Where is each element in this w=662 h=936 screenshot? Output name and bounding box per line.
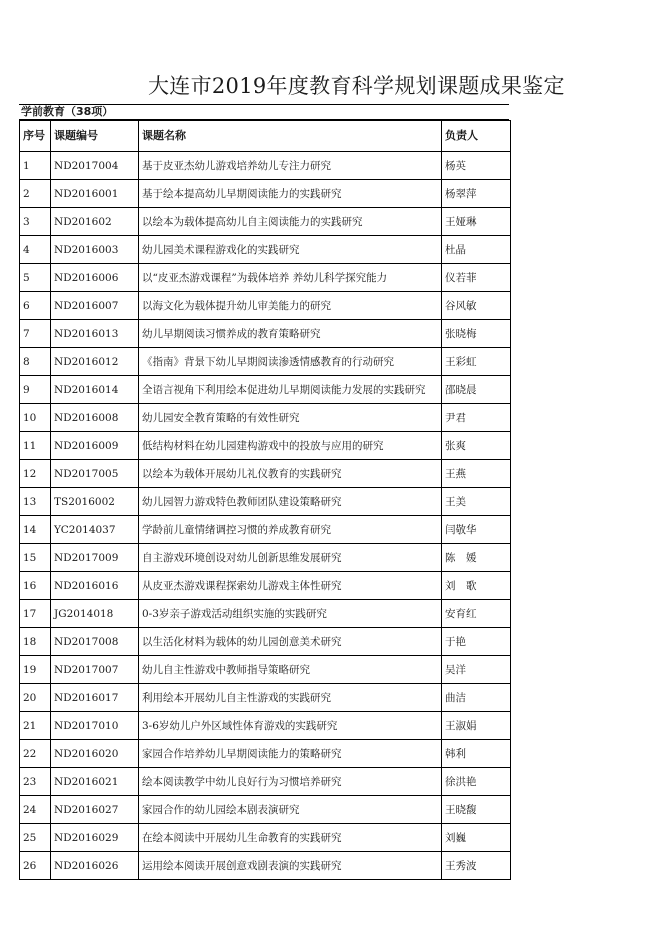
cell-index: 5 bbox=[20, 264, 51, 292]
cell-leader: 安育红 bbox=[442, 600, 511, 628]
cell-leader: 王美 bbox=[442, 488, 511, 516]
cell-leader: 韩利 bbox=[442, 740, 511, 768]
cell-index: 12 bbox=[20, 460, 51, 488]
table-row bbox=[20, 180, 511, 208]
cell-index: 17 bbox=[20, 600, 51, 628]
cell-code: ND2016014 bbox=[51, 376, 139, 404]
table-row bbox=[20, 712, 511, 740]
cell-index: 10 bbox=[20, 404, 51, 432]
cell-code: TS2016002 bbox=[51, 488, 139, 516]
results-table bbox=[19, 120, 511, 880]
cell-code: ND2016006 bbox=[51, 264, 139, 292]
cell-leader: 陈 媛 bbox=[442, 544, 511, 572]
cell-topic: 学龄前儿童情绪调控习惯的养成教育研究 bbox=[139, 516, 442, 544]
cell-index: 14 bbox=[20, 516, 51, 544]
cell-index: 21 bbox=[20, 712, 51, 740]
cell-leader: 张晓梅 bbox=[442, 320, 511, 348]
table-row bbox=[20, 488, 511, 516]
cell-topic: 低结构材料在幼儿园建构游戏中的投放与应用的研究 bbox=[139, 432, 442, 460]
cell-code: ND2017010 bbox=[51, 712, 139, 740]
table-row bbox=[20, 460, 511, 488]
table-row bbox=[20, 404, 511, 432]
cell-code: ND2017009 bbox=[51, 544, 139, 572]
cell-topic: 基于皮亚杰幼儿游戏培养幼儿专注力研究 bbox=[139, 152, 442, 180]
cell-leader: 邵晓晨 bbox=[442, 376, 511, 404]
cell-code: ND2016017 bbox=[51, 684, 139, 712]
cell-index: 4 bbox=[20, 236, 51, 264]
table-row bbox=[20, 292, 511, 320]
header-index: 序号 bbox=[20, 121, 51, 152]
cell-leader: 于艳 bbox=[442, 628, 511, 656]
cell-code: JG2014018 bbox=[51, 600, 139, 628]
cell-topic: 以“皮亚杰游戏课程”为载体培养 养幼儿科学探究能力 bbox=[139, 264, 442, 292]
cell-leader: 尹君 bbox=[442, 404, 511, 432]
cell-leader: 仪若菲 bbox=[442, 264, 511, 292]
cell-index: 11 bbox=[20, 432, 51, 460]
cell-index: 25 bbox=[20, 824, 51, 852]
table-row bbox=[20, 348, 511, 376]
cell-topic: 0-3岁亲子游戏活动组织实施的实践研究 bbox=[139, 600, 442, 628]
cell-index: 23 bbox=[20, 768, 51, 796]
cell-topic: 3-6岁幼儿户外区域性体育游戏的实践研究 bbox=[139, 712, 442, 740]
cell-topic: 从皮亚杰游戏课程探索幼儿游戏主体性研究 bbox=[139, 572, 442, 600]
cell-index: 1 bbox=[20, 152, 51, 180]
cell-leader: 王晓馥 bbox=[442, 796, 511, 824]
cell-topic: 家园合作培养幼儿早期阅读能力的策略研究 bbox=[139, 740, 442, 768]
table-row bbox=[20, 684, 511, 712]
cell-leader: 杨翠萍 bbox=[442, 180, 511, 208]
cell-leader: 闫敬华 bbox=[442, 516, 511, 544]
table-row bbox=[20, 264, 511, 292]
cell-code: ND2016027 bbox=[51, 796, 139, 824]
cell-code: ND2017005 bbox=[51, 460, 139, 488]
cell-index: 3 bbox=[20, 208, 51, 236]
cell-topic: 家园合作的幼儿园绘本剧表演研究 bbox=[139, 796, 442, 824]
table-row bbox=[20, 320, 511, 348]
cell-index: 2 bbox=[20, 180, 51, 208]
cell-leader: 刘 歌 bbox=[442, 572, 511, 600]
table-row bbox=[20, 796, 511, 824]
results-sheet bbox=[19, 104, 509, 880]
cell-topic: 全语言视角下利用绘本促进幼儿早期阅读能力发展的实践研究 bbox=[139, 376, 442, 404]
cell-code: ND2017008 bbox=[51, 628, 139, 656]
cell-topic: 自主游戏环境创设对幼儿创新思维发展研究 bbox=[139, 544, 442, 572]
cell-index: 8 bbox=[20, 348, 51, 376]
cell-topic: 幼儿园美术课程游戏化的实践研究 bbox=[139, 236, 442, 264]
cell-code: ND2016026 bbox=[51, 852, 139, 880]
cell-code: ND2016008 bbox=[51, 404, 139, 432]
cell-leader: 刘巍 bbox=[442, 824, 511, 852]
cell-leader: 杜晶 bbox=[442, 236, 511, 264]
cell-code: YC2014037 bbox=[51, 516, 139, 544]
cell-leader: 曲洁 bbox=[442, 684, 511, 712]
cell-topic: 绘本阅读教学中幼儿良好行为习惯培养研究 bbox=[139, 768, 442, 796]
cell-code: ND2016009 bbox=[51, 432, 139, 460]
cell-topic: 基于绘本提高幼儿早期阅读能力的实践研究 bbox=[139, 180, 442, 208]
cell-leader: 吴洋 bbox=[442, 656, 511, 684]
cell-index: 16 bbox=[20, 572, 51, 600]
cell-topic: 《指南》背景下幼儿早期阅读渗透情感教育的行动研究 bbox=[139, 348, 442, 376]
cell-index: 24 bbox=[20, 796, 51, 824]
table-row bbox=[20, 740, 511, 768]
cell-code: ND2016007 bbox=[51, 292, 139, 320]
cell-topic: 在绘本阅读中开展幼儿生命教育的实践研究 bbox=[139, 824, 442, 852]
cell-code: ND2016003 bbox=[51, 236, 139, 264]
cell-topic: 以海文化为载体提升幼儿审美能力的研究 bbox=[139, 292, 442, 320]
cell-topic: 运用绘本阅读开展创意戏剧表演的实践研究 bbox=[139, 852, 442, 880]
table-row bbox=[20, 236, 511, 264]
cell-index: 15 bbox=[20, 544, 51, 572]
cell-topic: 幼儿早期阅读习惯养成的教育策略研究 bbox=[139, 320, 442, 348]
table-row bbox=[20, 572, 511, 600]
cell-leader: 王彩虹 bbox=[442, 348, 511, 376]
section-heading: 学前教育（38项） bbox=[19, 104, 509, 120]
cell-topic: 幼儿园智力游戏特色教师团队建设策略研究 bbox=[139, 488, 442, 516]
cell-index: 26 bbox=[20, 852, 51, 880]
cell-code: ND2017004 bbox=[51, 152, 139, 180]
cell-index: 6 bbox=[20, 292, 51, 320]
cell-code: ND2016001 bbox=[51, 180, 139, 208]
header-code: 课题编号 bbox=[51, 121, 139, 152]
cell-index: 19 bbox=[20, 656, 51, 684]
table-row bbox=[20, 432, 511, 460]
cell-leader: 张爽 bbox=[442, 432, 511, 460]
cell-code: ND2016029 bbox=[51, 824, 139, 852]
cell-code: ND2016013 bbox=[51, 320, 139, 348]
cell-leader: 王燕 bbox=[442, 460, 511, 488]
header-topic: 课题名称 bbox=[139, 121, 442, 152]
cell-leader: 王淑娟 bbox=[442, 712, 511, 740]
cell-code: ND2016021 bbox=[51, 768, 139, 796]
table-row bbox=[20, 824, 511, 852]
cell-leader: 王娅琳 bbox=[442, 208, 511, 236]
cell-code: ND2016020 bbox=[51, 740, 139, 768]
cell-index: 18 bbox=[20, 628, 51, 656]
cell-code: ND2016016 bbox=[51, 572, 139, 600]
cell-index: 9 bbox=[20, 376, 51, 404]
cell-topic: 幼儿园安全教育策略的有效性研究 bbox=[139, 404, 442, 432]
table-row bbox=[20, 208, 511, 236]
cell-topic: 幼儿自主性游戏中教师指导策略研究 bbox=[139, 656, 442, 684]
table-row bbox=[20, 376, 511, 404]
table-row bbox=[20, 600, 511, 628]
cell-leader: 王秀波 bbox=[442, 852, 511, 880]
cell-index: 20 bbox=[20, 684, 51, 712]
table-row bbox=[20, 656, 511, 684]
cell-index: 13 bbox=[20, 488, 51, 516]
table-row bbox=[20, 768, 511, 796]
cell-leader: 谷风敏 bbox=[442, 292, 511, 320]
header-leader: 负责人 bbox=[442, 121, 511, 152]
cell-code: ND2017007 bbox=[51, 656, 139, 684]
cell-topic: 利用绘本开展幼儿自主性游戏的实践研究 bbox=[139, 684, 442, 712]
table-row bbox=[20, 628, 511, 656]
cell-topic: 以绘本为载体开展幼儿礼仪教育的实践研究 bbox=[139, 460, 442, 488]
table-row bbox=[20, 152, 511, 180]
header-row bbox=[20, 121, 511, 152]
cell-leader: 杨英 bbox=[442, 152, 511, 180]
cell-leader: 徐洪艳 bbox=[442, 768, 511, 796]
cell-code: ND201602 bbox=[51, 208, 139, 236]
table-row bbox=[20, 516, 511, 544]
cell-index: 7 bbox=[20, 320, 51, 348]
table-row bbox=[20, 544, 511, 572]
cell-index: 22 bbox=[20, 740, 51, 768]
page-title: 大连市2019年度教育科学规划课题成果鉴定 bbox=[148, 74, 565, 98]
table-row bbox=[20, 852, 511, 880]
cell-topic: 以绘本为载体提高幼儿自主阅读能力的实践研究 bbox=[139, 208, 442, 236]
cell-topic: 以生活化材料为载体的幼儿园创意美术研究 bbox=[139, 628, 442, 656]
cell-code: ND2016012 bbox=[51, 348, 139, 376]
